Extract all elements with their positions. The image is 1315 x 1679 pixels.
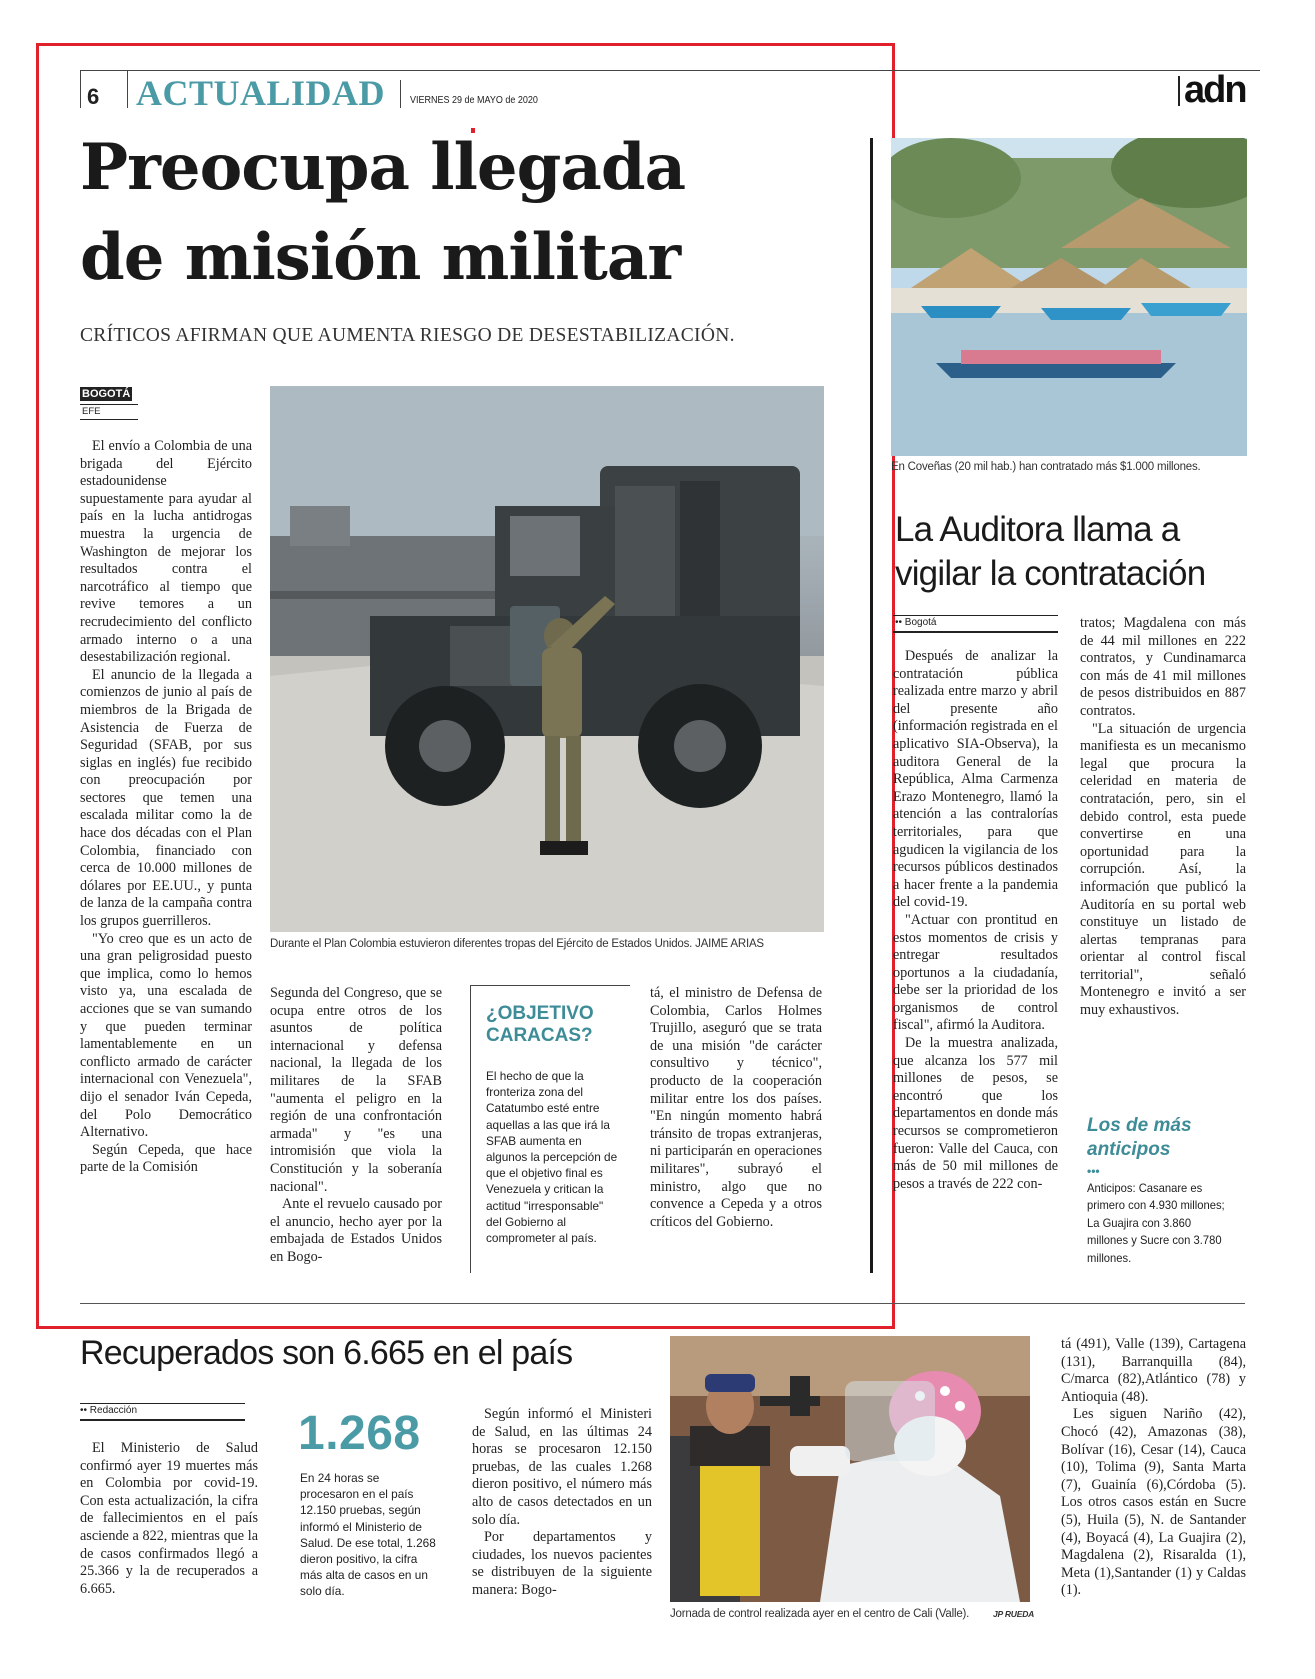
main-headline-line1: Preocupa llegada: [80, 130, 686, 205]
adn-logo: adn: [1184, 69, 1246, 111]
main-col1-p4: Según Cepeda, que hace parte de la Comisión: [80, 1141, 252, 1176]
auditora-dateline-bottom: [893, 631, 1058, 633]
military-truck-photo: [270, 386, 824, 932]
main-agency-rule: [80, 419, 138, 420]
auditora-col1-p2: "Actuar con prontitud en estos momentos de crisis y entregar resultados oportunos a la ciudadanía, debe ser la prioridad de los organismos de control fiscal", afirmó la Auditora.: [893, 911, 1058, 1034]
cali-control-photo: [670, 1336, 1030, 1602]
sidebar-text: El hecho de que la fronteriza zona del Catatumbo esté entre aquellas a las que irá la SFAB aumenta en algunos la percepción de que el objetivo final es Venezuela y critican la actitud "irresponsable" del Gobierno al comprometer al país.: [486, 1069, 618, 1246]
sidebar-title: ¿OBJETIVO CARACAS?: [486, 1003, 594, 1046]
anticipos-box-text: Anticipos: Casanare es primero con 4.930 millones; La Guajira con 3.860 millones y Sucre con 3.780 millones.: [1087, 1181, 1225, 1265]
auditora-col2: [1080, 615, 1246, 1055]
main-headline-line2: de misión militar: [80, 220, 681, 295]
recuperados-col3-p2: Por departamentos y ciudades, los nuevos pacientes se distribuyen de la siguiente manera: Bogo-: [472, 1529, 652, 1598]
issue-date: VIERNES 29 de MAYO de 2020: [410, 95, 538, 106]
recuperados-col3-p1: Según informó el Ministeri de Salud, en las últimas 24 horas se procesaron 12.150 pruebas, de las cuales 1.268 dieron positivo, el número más alto de casos detectados en un solo día.: [472, 1406, 652, 1528]
page-number: 6: [87, 84, 100, 109]
main-dateline-rule: [80, 404, 138, 405]
auditora-col1-p3: De la muestra analizada, que alcanza los 577 mil millones de pesos, se encontró que los departamentos en donde más recursos se comprometieron fueron: Valle del Cauca, con más de 50 mil millones de pesos a través de 222 con-: [893, 1035, 1058, 1192]
main-dateline: BOGOTÁ: [82, 388, 131, 400]
recuperados-dateline: •• Redacción: [80, 1405, 138, 1416]
covenas-photo: [891, 138, 1247, 456]
recuperados-col1: [80, 1440, 258, 1630]
recuperados-col5: [1061, 1336, 1246, 1632]
recuperados-col1-p1: El Ministerio de Salud confirmó ayer 19 muertes más en Colombia por covid-19. Con esta actualización, la cifra de fallecimientos en el país asciende a 822, mientras que la de casos confirmados llegó a 25.366 y la de recuperados a 6.665.: [80, 1440, 258, 1597]
main-col2: [270, 985, 442, 1273]
recuperados-dateline-top: [80, 1403, 245, 1404]
main-subhead: CRÍTICOS AFIRMAN QUE AUMENTA RIESGO DE DESESTABILIZACIÓN.: [80, 325, 735, 346]
cali-photo-credit: JP RUEDA: [993, 1609, 1035, 1619]
main-col1-p3: "Yo creo que es un acto de una gran peligrosidad puesto que implica, como lo hemos visto ya, una escalada de acciones que se van sumando y que pueden terminar lamentablemente en un conflicto armado de carácter internacional con Venezuela", dijo el senador Iván Cepeda, del Polo Democrático Alternativo.: [80, 930, 252, 1141]
main-col1-p1: El envío a Colombia de una brigada del Ejército estadounidense supuestamente para ayudar al país en la lucha antidrogas muestra la urgencia de Washington de mejorar los resultados contra el narcotráfico al tiempo que revive temores a un recrudecimiento del conflicto armado interno o a una desestabilización regional.: [80, 438, 252, 666]
section-title: ACTUALIDAD: [136, 73, 386, 113]
auditora-col2-p2: "La situación de urgencia manifiesta es un mecanismo legal que procura la celeridad en materia de contratación, pero, sin el debido control, esta puede convertirse en una oportunidad para la corrupción. Así, la información que publicó la Auditoría en su portal web constituye un listado de alertas tempranas para orientar al control fiscal territorial", señaló Montenegro e invitó a ser muy exhaustivos.: [1080, 720, 1246, 1019]
main-col4-p1: tá, el ministro de Defensa de Colombia, Carlos Holmes Trujillo, aseguró que se trata de una misión "de carácter consultivo y técnico", producto de la cooperación militar entre los dos países. "En ningún momento habrá tránsito de tropas extranjeras, ni participarán en operaciones militares", subrayó el ministro, algo que no convence a Cepeda y a otros críticos del Gobierno.: [650, 985, 822, 1230]
recuperados-col5-p1: tá (491), Valle (139), Cartagena (131), Barranquilla (84), C/marca (82),Atlántico (78) y Antioquia (48).: [1061, 1336, 1246, 1405]
recuperados-col5-p2: Les siguen Nariño (42), Chocó (42), Amazonas (38), Bolívar (16), Cesar (14), Cauca (10), Tolima (9), Santa Marta (7), Guainía (6),Córdoba (5). Los otros casos están en Sucre (5), Huila (5), N. de Santander (4), Boyacá (4), La Guajira (2), Magdalena (2), Risaralda (1), Meta (1),Santander (1) y Caldas (1).: [1061, 1406, 1246, 1599]
sidebar-box-border: [470, 985, 471, 1273]
column-separator: [870, 138, 873, 1273]
main-photo-caption: Durante el Plan Colombia estuvieron diferentes tropas del Ejército de Estados Unidos. JAIME ARIAS: [270, 938, 764, 950]
bottom-section-rule: [80, 1303, 1245, 1304]
recuperados-dateline-bottom: [80, 1419, 245, 1421]
header-tick-mid: [127, 70, 128, 108]
covenas-caption: En Coveñas (20 mil hab.) han contratado más $1.000 millones.: [891, 461, 1201, 473]
anticipos-box-dots: •••: [1087, 1164, 1100, 1178]
big-number-text: En 24 horas se procesaron en el país 12.150 pruebas, según informó el Ministerio de Salud. De ese total, 1.268 dieron positivo, la cifra más alta de casos en un solo día.: [300, 1471, 436, 1599]
auditora-dateline-top: [893, 615, 1058, 616]
auditora-col1-p1: Después de analizar la contratación pública realizada entre marzo y abril del presente año (información registrada en el aplicativo SIA-Observa), la auditora General de la República, Alma Carmenza Erazo Montenegro, llamó la atención a las contralorías territoriales, para que agudicen la vigilancia de los recursos públicos destinados a hacer frente a la pandemia del covid-19.: [893, 648, 1058, 911]
auditora-headline: La Auditora llama a vigilar la contratación: [895, 510, 1206, 593]
recuperados-headline: Recuperados son 6.665 en el país: [80, 1334, 573, 1372]
auditora-col2-p1: tratos; Magdalena con más de 44 mil millones en 222 contratos, y Cundinamarca con más de 41 mil millones de pesos distribuidos en 887 contratos.: [1080, 615, 1246, 719]
main-col2-p1: Segunda del Congreso, que se ocupa entre otros de los asuntos de política internacional y defensa nacional, la llegada de los militares de la SFAB "aumenta el peligro en la región de una confrontación armada" y "es una intromisión que viola la Constitución y la soberanía nacional".: [270, 985, 442, 1195]
main-col2-p2: Ante el revuelo causado por el anuncio, hecho ayer por la embajada de Estados Unidos en Bogo-: [270, 1196, 442, 1265]
anticipos-box-title: Los de más anticipos: [1087, 1115, 1192, 1160]
header-tick-left: [80, 70, 81, 108]
header-rule: [80, 70, 1260, 71]
main-col1-p2: El anuncio de la llegada a comienzos de junio al país de miembros de la Brigada de Asistencia de Fuerza de Seguridad (SFAB, por sus siglas en inglés) fue recibido con preocupación por sectores que temen una escalada militar como la de hace dos décadas con el Plan Colombia, financiado con cerca de 10.000 millones de dólares por EE.UU., y punta de lanza de la campaña contra los grupos guerrilleros.: [80, 666, 252, 930]
big-number: 1.268: [298, 1407, 421, 1460]
recuperados-col3: [472, 1406, 652, 1630]
auditora-col1: [893, 648, 1058, 1272]
main-col1: [80, 438, 252, 1272]
main-agency: EFE: [82, 406, 101, 417]
header-tick-date: [400, 80, 401, 108]
logo-tick: [1178, 76, 1180, 106]
auditora-dateline: •• Bogotá: [895, 617, 937, 628]
sidebar-box-top: [470, 985, 630, 986]
main-col4: [650, 985, 822, 1273]
cali-photo-caption: Jornada de control realizada ayer en el centro de Cali (Valle).: [670, 1608, 970, 1620]
